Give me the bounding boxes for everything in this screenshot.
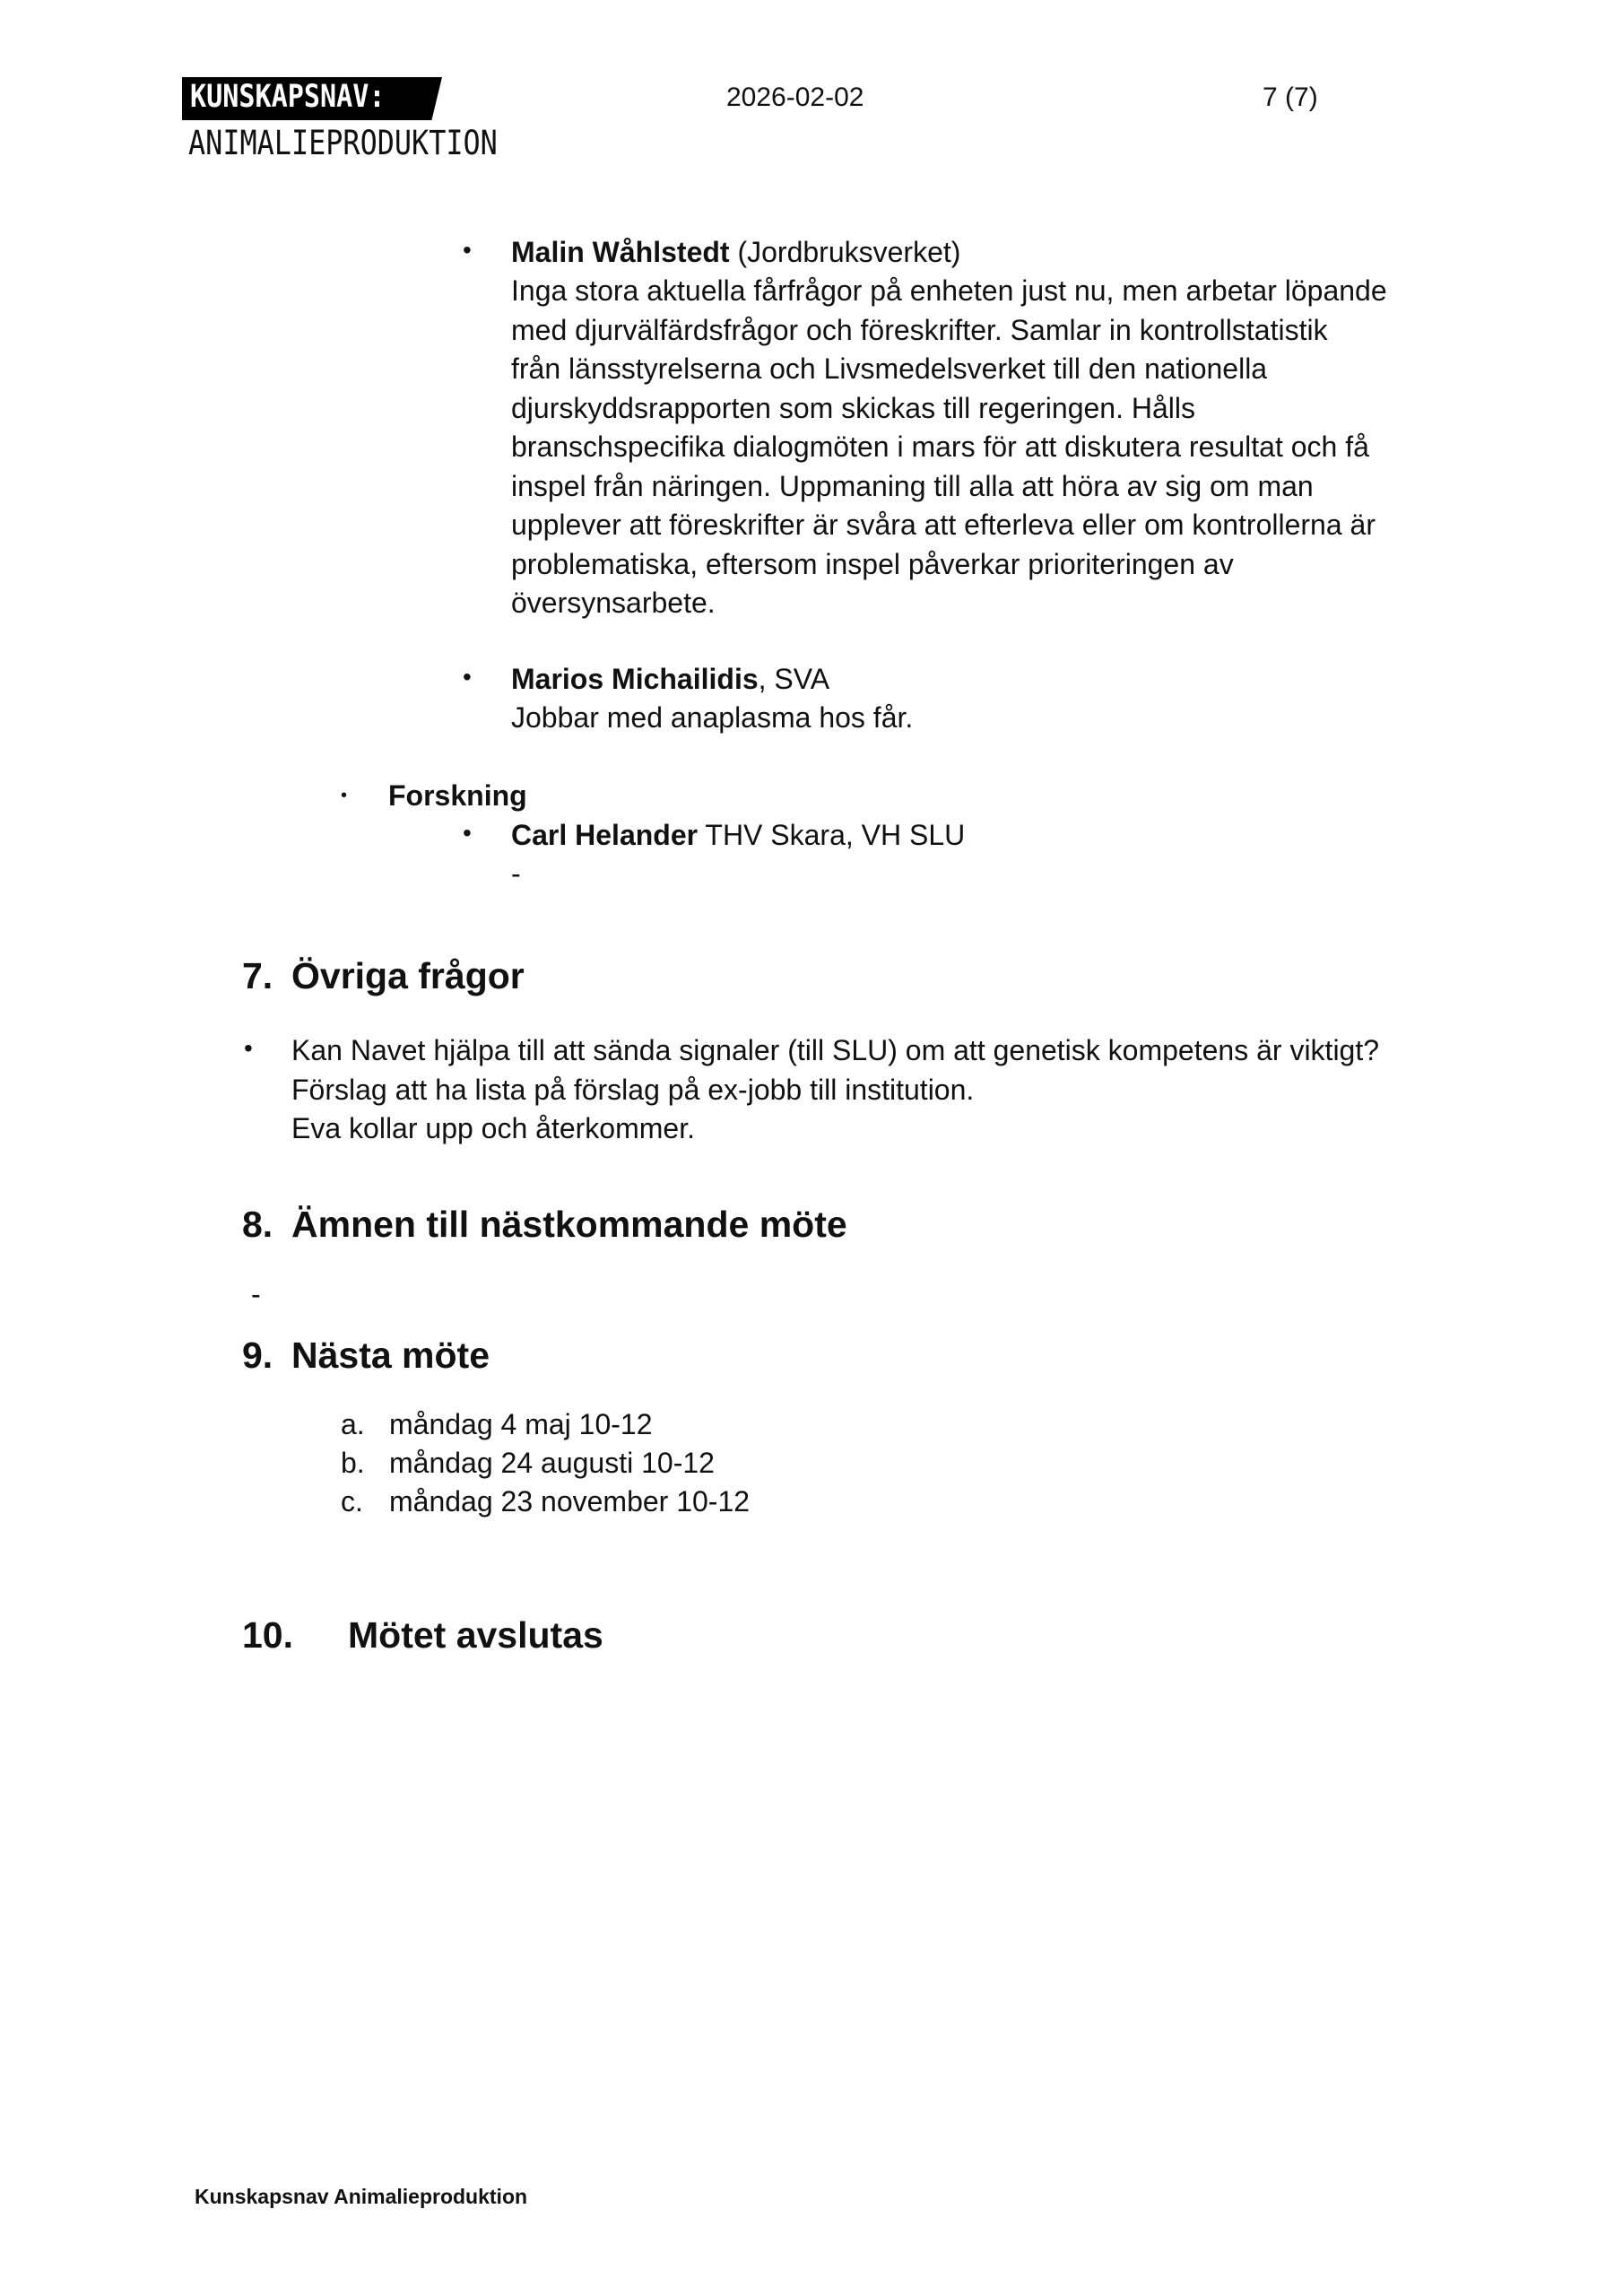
participant-note xyxy=(511,272,1387,623)
logo-subtitle: ANIMALIEPRODUKTION xyxy=(188,124,498,162)
participant-name: Malin Wåhlstedt xyxy=(511,236,730,268)
note-line: problematiska, eftersom inspel påverkar prioriteringen av xyxy=(511,547,1234,580)
section-body xyxy=(291,1031,1379,1149)
participant-entry xyxy=(511,816,965,856)
participant-entry xyxy=(511,660,829,700)
participant-org: (Jordbruksverket) xyxy=(729,236,961,268)
meeting-date: måndag 23 november 10-12 xyxy=(389,1485,751,1518)
list-marker: a. xyxy=(341,1408,365,1440)
note-line: upplever att föreskrifter är svåra att efterleva eller om kontrollerna är xyxy=(511,509,1376,541)
bullet-icon: • xyxy=(244,1034,253,1062)
section-title: Nästa möte xyxy=(291,1335,490,1376)
body-line: Kan Navet hjälpa till att sända signaler (till SLU) om att genetisk kompetens är viktigt? xyxy=(291,1034,1380,1066)
note-line: Inga stora aktuella fårfrågor på enheten just nu, men arbetar löpande xyxy=(511,274,1387,307)
participant-note: - xyxy=(511,857,521,890)
note-line: djurskyddsrapporten som skickas till regeringen. Hålls xyxy=(511,391,1195,424)
note-line: med djurvälfärdsfrågor och föreskrifter. Samlar in kontrollstatistik xyxy=(511,313,1328,346)
bullet-icon: • xyxy=(463,236,472,264)
section-title: Ämnen till nästkommande möte xyxy=(291,1204,847,1245)
logo-title: KUNSKAPSNAV: xyxy=(190,79,386,115)
section-number: 8. xyxy=(242,1204,273,1245)
document-date: 2026-02-02 xyxy=(726,83,864,112)
page-footer: Kunskapsnav Animalieproduktion xyxy=(195,2185,528,2208)
category-label: Forskning xyxy=(388,779,527,812)
bullet-icon: • xyxy=(463,819,472,847)
participant-note: Jobbar med anaplasma hos får. xyxy=(511,701,914,734)
meeting-date: måndag 4 maj 10-12 xyxy=(389,1408,653,1440)
participant-org: THV Skara, VH SLU xyxy=(698,819,966,851)
section-number: 9. xyxy=(242,1335,273,1376)
section-note: - xyxy=(251,1278,261,1310)
body-line: Eva kollar upp och återkommer. xyxy=(291,1112,695,1144)
section-title: Övriga frågor xyxy=(291,955,525,996)
note-line: branschspecifika dialogmöten i mars för att diskutera resultat och få xyxy=(511,430,1369,463)
bullet-icon: • xyxy=(341,786,348,805)
body-line: Förslag att ha lista på förslag på ex-jobb till institution. xyxy=(291,1073,975,1106)
list-marker: b. xyxy=(341,1447,365,1479)
list-marker: c. xyxy=(341,1485,363,1518)
participant-org: , SVA xyxy=(758,663,830,695)
participant-name: Marios Michailidis xyxy=(511,663,759,695)
page-number: 7 (7) xyxy=(1263,83,1318,112)
note-line: från länsstyrelserna och Livsmedelsverket till den nationella xyxy=(511,352,1268,385)
section-title: Mötet avslutas xyxy=(348,1614,603,1656)
note-line: inspel från näringen. Uppmaning till alla att höra av sig om man xyxy=(511,469,1314,502)
participant-entry xyxy=(511,233,960,273)
section-number: 10. xyxy=(242,1614,293,1656)
participant-name: Carl Helander xyxy=(511,819,699,851)
section-number: 7. xyxy=(242,955,273,996)
meeting-date: måndag 24 augusti 10-12 xyxy=(389,1447,715,1479)
bullet-icon: • xyxy=(463,663,472,691)
note-line: översynsarbete. xyxy=(511,587,716,619)
